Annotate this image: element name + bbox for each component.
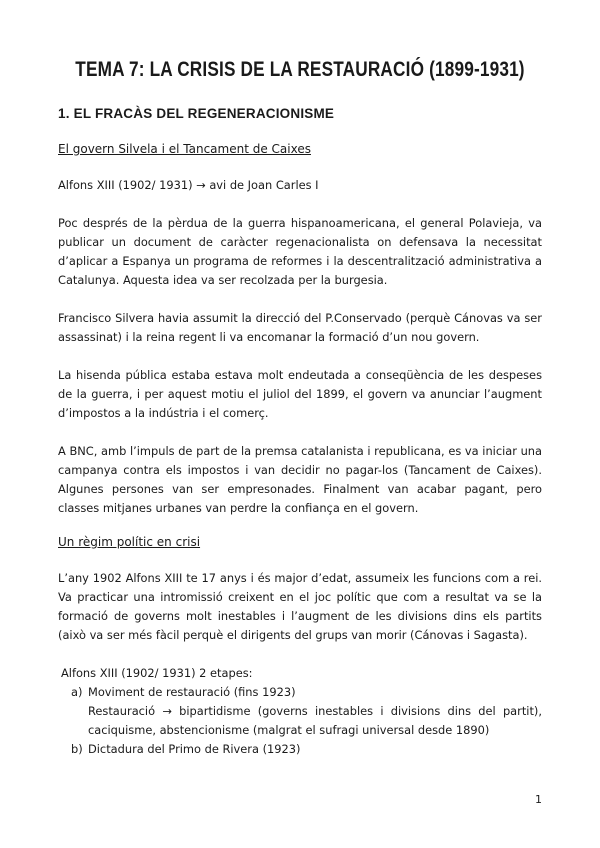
list-item (58, 740, 542, 759)
paragraph-bnc: A BNC, amb l’impuls de part de la premsa catalanista i republicana, es va iniciar una campanya contra els impostos i van decidir no pagar-los (Tancament de Caixes). Algunes persones van ser empresonades. Finalment van acabar pagant, pero classes mitjanes urbanes van perdre la confiança en el govern. (58, 444, 542, 515)
list-title: Alfons XIII (1902/ 1931) 2 etapes: (61, 666, 253, 680)
paragraph-1902: L’any 1902 Alfons XIII te 17 anys i és major d’edat, assumeix les funcions com a rei. Va practicar una intromissió creixent en el joc polític que com a resultat va se la formació de governs molt inestables i l’augment de les divisions dins els partits (això va ser més fàcil perquè el dirigents del grups van morir (Cánovas i Sagasta). (58, 571, 542, 642)
list-item-text: Restauració → bipartidisme (governs inestables i divisions dins del partit), caciquisme, abstencionisme (malgrat el sufragi universal desde 1890) (88, 704, 542, 737)
paragraph-alfons: Alfons XIII (1902/ 1931) → avi de Joan Carles I (58, 178, 319, 192)
page-number: 1 (535, 793, 542, 806)
subheading-govern-silvela: El govern Silvela i el Tancament de Caixes (58, 142, 311, 156)
etapes-list (58, 683, 542, 759)
list-item (58, 683, 542, 702)
list-item-text: Dictadura del Primo de Rivera (1923) (88, 742, 301, 756)
list-item (58, 702, 542, 740)
document-title: TEMA 7: LA CRISIS DE LA RESTAURACIÓ (1899-1931) (75, 58, 525, 81)
paragraph-polavieja: Poc després de la pèrdua de la guerra hispanoamericana, el general Polavieja, va publicar un document de caràcter regenacionalista on defensava la necessitat d’aplicar a Espanya un programa de reformes i la descentralització administrativa a Catalunya. Aquesta idea va ser recolzada per la burgesia. (58, 216, 542, 287)
section-heading: 1. EL FRACÀS DEL REGENERACIONISME (58, 106, 335, 121)
subheading-regim-crisi: Un règim polític en crisi (58, 535, 201, 549)
paragraph-silvela: Francisco Silvera havia assumit la direcció del P.Conservado (perquè Cánovas va ser assassinat) i la reina regent li va encomanar la formació d’un nou govern. (58, 311, 542, 344)
document-body (58, 106, 542, 759)
list-marker: b) (71, 742, 83, 756)
list-marker: a) (71, 685, 83, 699)
list-item-text: Moviment de restauració (fins 1923) (88, 685, 296, 699)
paragraph-hisenda: La hisenda pública estaba estava molt endeutada a conseqüència de les despeses de la guerra, i per aquest motiu el juliol del 1899, el govern va anunciar l’augment d’impostos a la indústria i el comerç. (58, 368, 542, 420)
